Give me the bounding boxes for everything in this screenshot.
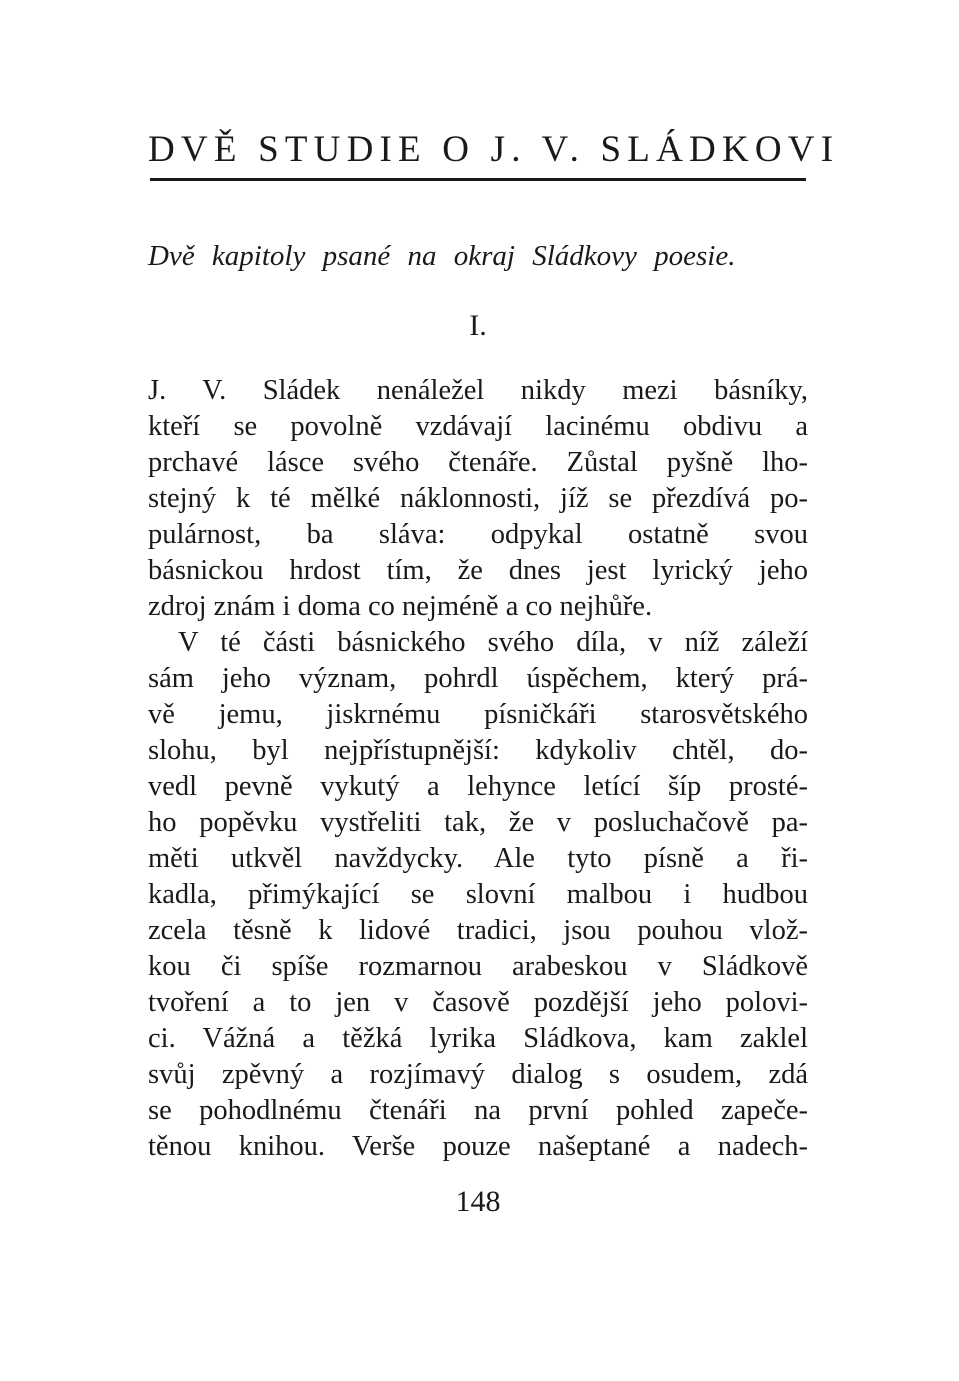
text-line: básnickou hrdost tím, že dnes jest lyrický jeho <box>148 555 808 586</box>
text-line: měti utkvěl navždycky. Ale tyto písně a ři- <box>148 843 808 874</box>
page-number: 148 <box>455 1185 501 1218</box>
text-line: slohu, byl nejpřístupnější: kdykoliv chtěl, do- <box>148 735 808 766</box>
body-text <box>148 373 808 1165</box>
title-rule <box>150 178 806 181</box>
text-line: sám jeho význam, pohrdl úspěchem, který prá- <box>148 663 808 694</box>
text-line: ho popěvku vystřeliti tak, že v posluchačově pa- <box>148 807 808 838</box>
text-line: stejný k té mělké náklonnosti, jíž se přezdívá po- <box>148 483 808 514</box>
text-line: zdroj znám i doma co nejméně a co nejhůře. <box>148 591 653 622</box>
text-line: vě jemu, jiskrnému písničkáři starosvětského <box>148 699 808 730</box>
text-line: V té části básnického svého díla, v níž záleží <box>178 627 808 658</box>
text-line: zcela těsně k lidové tradici, jsou pouhou vlož- <box>148 915 808 946</box>
text-line: vedl pevně vykutý a lehynce letící šíp prosté- <box>148 771 808 802</box>
text-line: kou či spíše rozmarnou arabeskou v Sládkově <box>148 951 808 982</box>
text-line: se pohodlnému čtenáři na první pohled zapeče- <box>148 1095 808 1126</box>
text-line: J. V. Sládek nenáležel nikdy mezi básníky, <box>148 375 808 406</box>
text-line: tvoření a to jen v časově pozdější jeho polovi- <box>148 987 808 1018</box>
section-numeral: I. <box>469 309 487 342</box>
paragraph-1 <box>148 373 808 625</box>
text-line: prchavé lásce svého čtenáře. Zůstal pyšně lho- <box>148 447 808 478</box>
text-line: těnou knihou. Verše pouze našeptané a nadech- <box>148 1131 808 1162</box>
chapter-subtitle: Dvě kapitoly psané na okraj Sládkovy poesie. <box>148 240 736 272</box>
chapter-title: DVĚ STUDIE O J. V. SLÁDKOVI <box>148 129 840 170</box>
text-line: ci. Vážná a těžká lyrika Sládkova, kam zaklel <box>148 1023 808 1054</box>
text-line: kteří se povolně vzdávají lacinému obdivu a <box>148 411 808 442</box>
text-line: kadla, přimýkající se slovní malbou i hudbou <box>148 879 808 910</box>
text-line: svůj zpěvný a rozjímavý dialog s osudem, zdá <box>148 1059 808 1090</box>
book-page <box>148 0 840 1381</box>
paragraph-2 <box>148 625 808 1165</box>
text-line: pulárnost, ba sláva: odpykal ostatně svou <box>148 519 808 550</box>
